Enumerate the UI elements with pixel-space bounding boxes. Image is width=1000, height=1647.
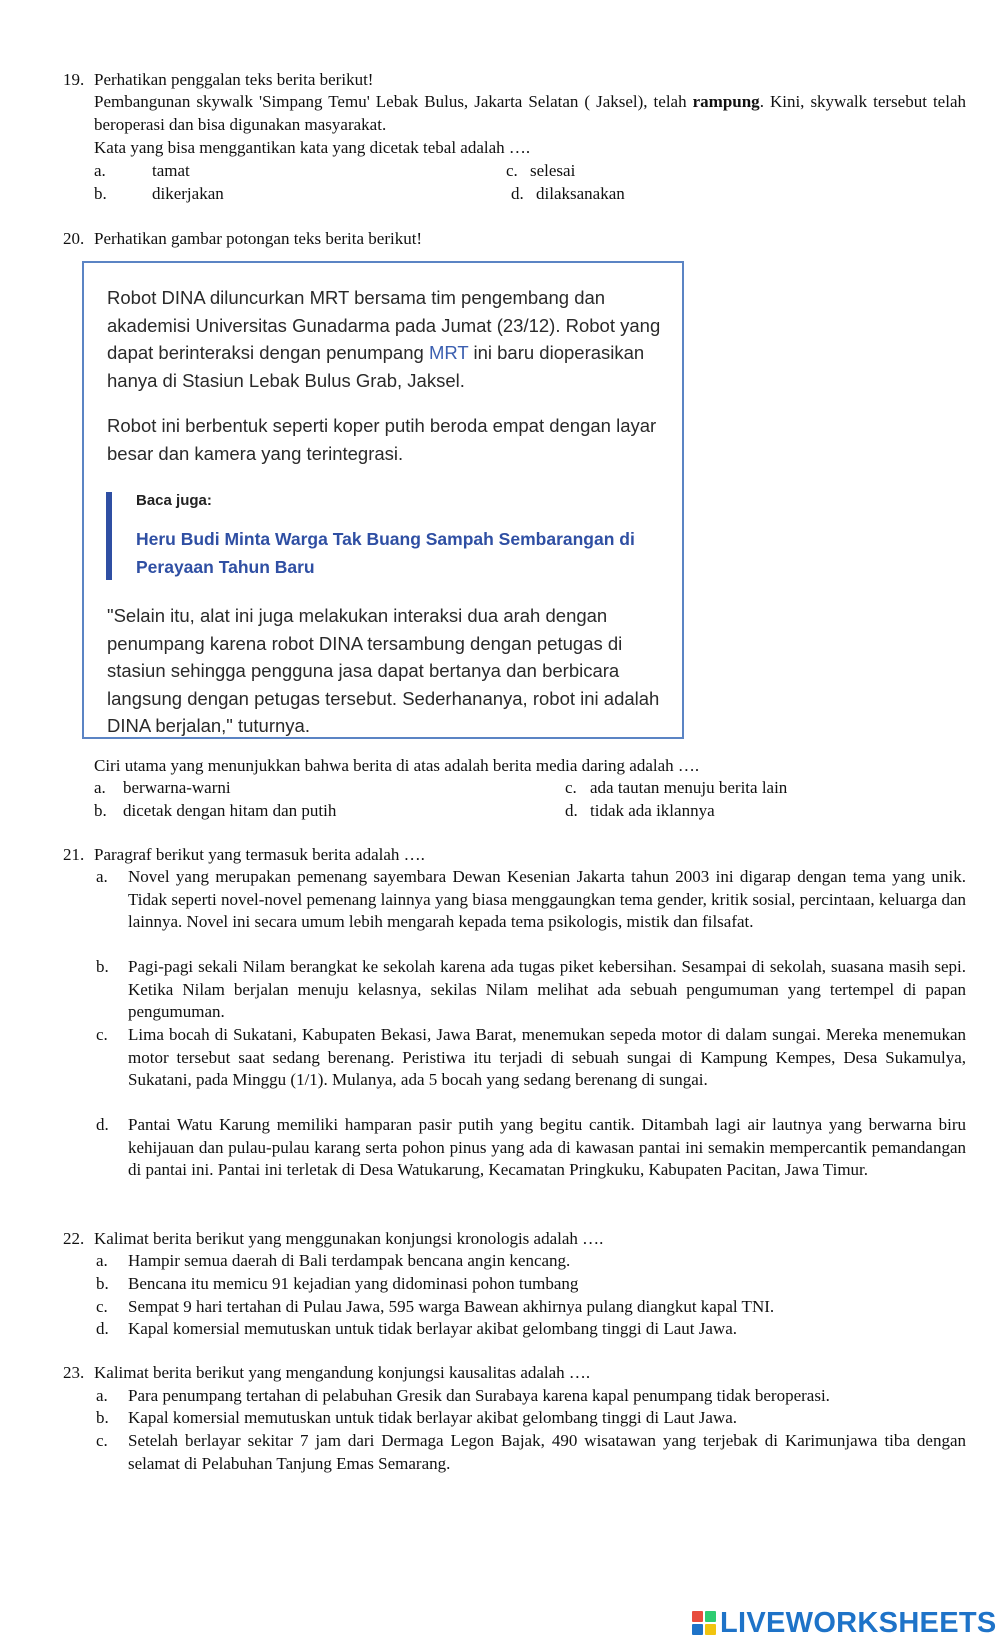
q21-number: 21.: [63, 845, 85, 864]
q20-intro: Perhatikan gambar potongan teks berita berikut!: [94, 229, 423, 248]
q21-option-c-text[interactable]: Lima bocah di Sukatani, Kabupaten Bekasi, Jawa Barat, menemukan sepeda motor di dalam sungai. Mereka menemukan motor tersebut saat sedang berenang. Peristiwa itu terjadi di sebuah sungai di Kampung Kempes, Desa Sukamulya, Sukatani, pada Minggu (1/1). Mulanya, ada 5 bocah yang sedang berenang di sungai.: [128, 1025, 966, 1089]
q21-option-d-letter[interactable]: d.: [96, 1115, 109, 1134]
news-article-image: [82, 261, 684, 739]
q20-option-d-letter[interactable]: d.: [565, 801, 578, 820]
q23-number: 23.: [63, 1363, 85, 1382]
q19-passage: Pembangunan skywalk 'Simpang Temu' Lebak Bulus, Jakarta Selatan ( Jaksel), telah rampung. Kini, skywalk tersebut telah beroperasi dan bisa digunakan masyarakat.: [94, 92, 966, 134]
q19-option-b-text[interactable]: dikerjakan: [152, 184, 224, 203]
q20-option-c-text[interactable]: ada tautan menuju berita lain: [590, 778, 788, 797]
article-paragraph-1: Robot DINA diluncurkan MRT bersama tim pengembang dan akademisi Universitas Gunadarma pada Jumat (23/12). Robot yang dapat berinteraksi dengan penumpang MRT ini baru dioperasikan hanya di Stasiun Lebak Bulus Grab, Jaksel.: [107, 287, 661, 391]
q19-bold-word: rampung: [692, 92, 760, 111]
q23-option-a-letter[interactable]: a.: [96, 1386, 108, 1405]
q22-option-d-letter[interactable]: d.: [96, 1319, 109, 1338]
q19-number: 19.: [63, 70, 85, 89]
q22-option-d-text[interactable]: Kapal komersial memutuskan untuk tidak berlayar akibat gelombang tinggi di Laut Jawa.: [128, 1319, 738, 1338]
q19-question: Kata yang bisa menggantikan kata yang dicetak tebal adalah ….: [94, 138, 531, 157]
q22-number: 22.: [63, 1229, 85, 1248]
article-paragraph-2: Robot ini berbentuk seperti koper putih beroda empat dengan layar besar dan kamera yang terintegrasi.: [107, 415, 657, 464]
q19-option-d-letter[interactable]: d.: [511, 184, 524, 203]
q19-option-b-letter[interactable]: b.: [94, 184, 107, 203]
q22-question: Kalimat berita berikut yang menggunakan konjungsi kronologis adalah ….: [94, 1229, 604, 1248]
baca-juga-link: Heru Budi Minta Warga Tak Buang Sampah Sembarangan di Perayaan Tahun Baru: [136, 529, 635, 577]
q19-option-c-letter[interactable]: c.: [506, 161, 518, 180]
liveworksheets-logo[interactable]: [692, 1608, 997, 1638]
q19-option-a-letter[interactable]: a.: [94, 161, 106, 180]
q20-option-b-text[interactable]: dicetak dengan hitam dan putih: [123, 801, 337, 820]
q20-option-d-text[interactable]: tidak ada iklannya: [590, 801, 715, 820]
q23-option-b-letter[interactable]: b.: [96, 1408, 109, 1427]
q19-intro: Perhatikan penggalan teks berita berikut!: [94, 70, 374, 89]
liveworksheets-logo-icon: [692, 1611, 716, 1635]
q20-question: Ciri utama yang menunjukkan bahwa berita di atas adalah berita media daring adalah ….: [94, 756, 700, 775]
q19-option-c-text[interactable]: selesai: [530, 161, 576, 180]
q22-option-a-text[interactable]: Hampir semua daerah di Bali terdampak bencana angin kencang.: [128, 1251, 571, 1270]
q22-option-b-letter[interactable]: b.: [96, 1274, 109, 1293]
q21-question: Paragraf berikut yang termasuk berita adalah ….: [94, 845, 425, 864]
baca-juga-accent-bar: [106, 492, 112, 580]
q22-option-c-text[interactable]: Sempat 9 hari tertahan di Pulau Jawa, 595 warga Bawean akhirnya pulang diangkut kapal TNI.: [128, 1297, 775, 1316]
q21-option-a-letter[interactable]: a.: [96, 867, 108, 886]
q22-option-a-letter[interactable]: a.: [96, 1251, 108, 1270]
q20-option-c-letter[interactable]: c.: [565, 778, 577, 797]
baca-juga-label: Baca juga:: [136, 492, 212, 509]
q21-option-b-letter[interactable]: b.: [96, 957, 109, 976]
q23-option-c-text[interactable]: Setelah berlayar sekitar 7 jam dari Dermaga Legon Bajak, 490 wisatawan yang terjebak di Karimunjawa tiba dengan selamat di Pelabuhan Tanjung Emas Semarang.: [128, 1431, 966, 1473]
q19-option-d-text[interactable]: dilaksanakan: [536, 184, 625, 203]
q21-option-b-text[interactable]: Pagi-pagi sekali Nilam berangkat ke sekolah karena ada tugas piket kebersihan. Sesampai di sekolah, suasana masih sepi. Ketika Nilam berjalan menuju kelasnya, sekilas Nilam melihat ada sebuah pengumuman yang tertempel di papan pengumuman.: [128, 957, 966, 1021]
q20-number: 20.: [63, 229, 85, 248]
q21-option-a-text[interactable]: Novel yang merupakan pemenang sayembara Dewan Kesenian Jakarta tahun 2003 ini digarap dengan tema yang unik. Tidak seperti novel-novel pemenang lainnya yang biasa menggaungkan tema gender, kritik sosial, percintaan, keluarga dan lainnya. Novel ini secara umum lebih mengarah kepada tema psikologis, mistik dan filsafat.: [128, 867, 966, 931]
q23-option-a-text[interactable]: Para penumpang tertahan di pelabuhan Gresik dan Surabaya karena kapal penumpang tidak beroperasi.: [128, 1386, 830, 1405]
q20-option-a-text[interactable]: berwarna-warni: [123, 778, 231, 797]
q23-option-c-letter[interactable]: c.: [96, 1431, 108, 1450]
q20-option-a-letter[interactable]: a.: [94, 778, 106, 797]
q23-option-b-text[interactable]: Kapal komersial memutuskan untuk tidak berlayar akibat gelombang tinggi di Laut Jawa.: [128, 1408, 738, 1427]
q19-option-a-text[interactable]: tamat: [152, 161, 190, 180]
q22-option-b-text[interactable]: Bencana itu memicu 91 kejadian yang didominasi pohon tumbang: [128, 1274, 579, 1293]
article-mrt-link: MRT: [428, 342, 469, 363]
q23-question: Kalimat berita berikut yang mengandung konjungsi kausalitas adalah ….: [94, 1363, 591, 1382]
q22-option-c-letter[interactable]: c.: [96, 1297, 108, 1316]
q21-option-d-text[interactable]: Pantai Watu Karung memiliki hamparan pasir putih yang begitu cantik. Ditambah lagi air lautnya yang berwarna biru kehijauan dan pulau-pulau karang serta pohon pinus yang ada di kawasan pantai ini semakin mempercantik pemandangan di pantai ini. Pantai ini terletak di Desa Watukarung, Kecamatan Pringkuku, Kabupaten Pacitan, Jawa Timur.: [128, 1115, 966, 1179]
q20-option-b-letter[interactable]: b.: [94, 801, 107, 820]
article-paragraph-3: "Selain itu, alat ini juga melakukan interaksi dua arah dengan penumpang karena robot DINA tersambung dengan petugas di stasiun sehingga pengguna jasa dapat bertanya dan berbicara langsung dengan petugas tersebut. Sederhananya, robot ini adalah DINA berjalan," tuturnya.: [107, 605, 660, 736]
liveworksheets-logo-text: LIVEWORKSHEETS: [720, 1606, 997, 1639]
q21-option-c-letter[interactable]: c.: [96, 1025, 108, 1044]
